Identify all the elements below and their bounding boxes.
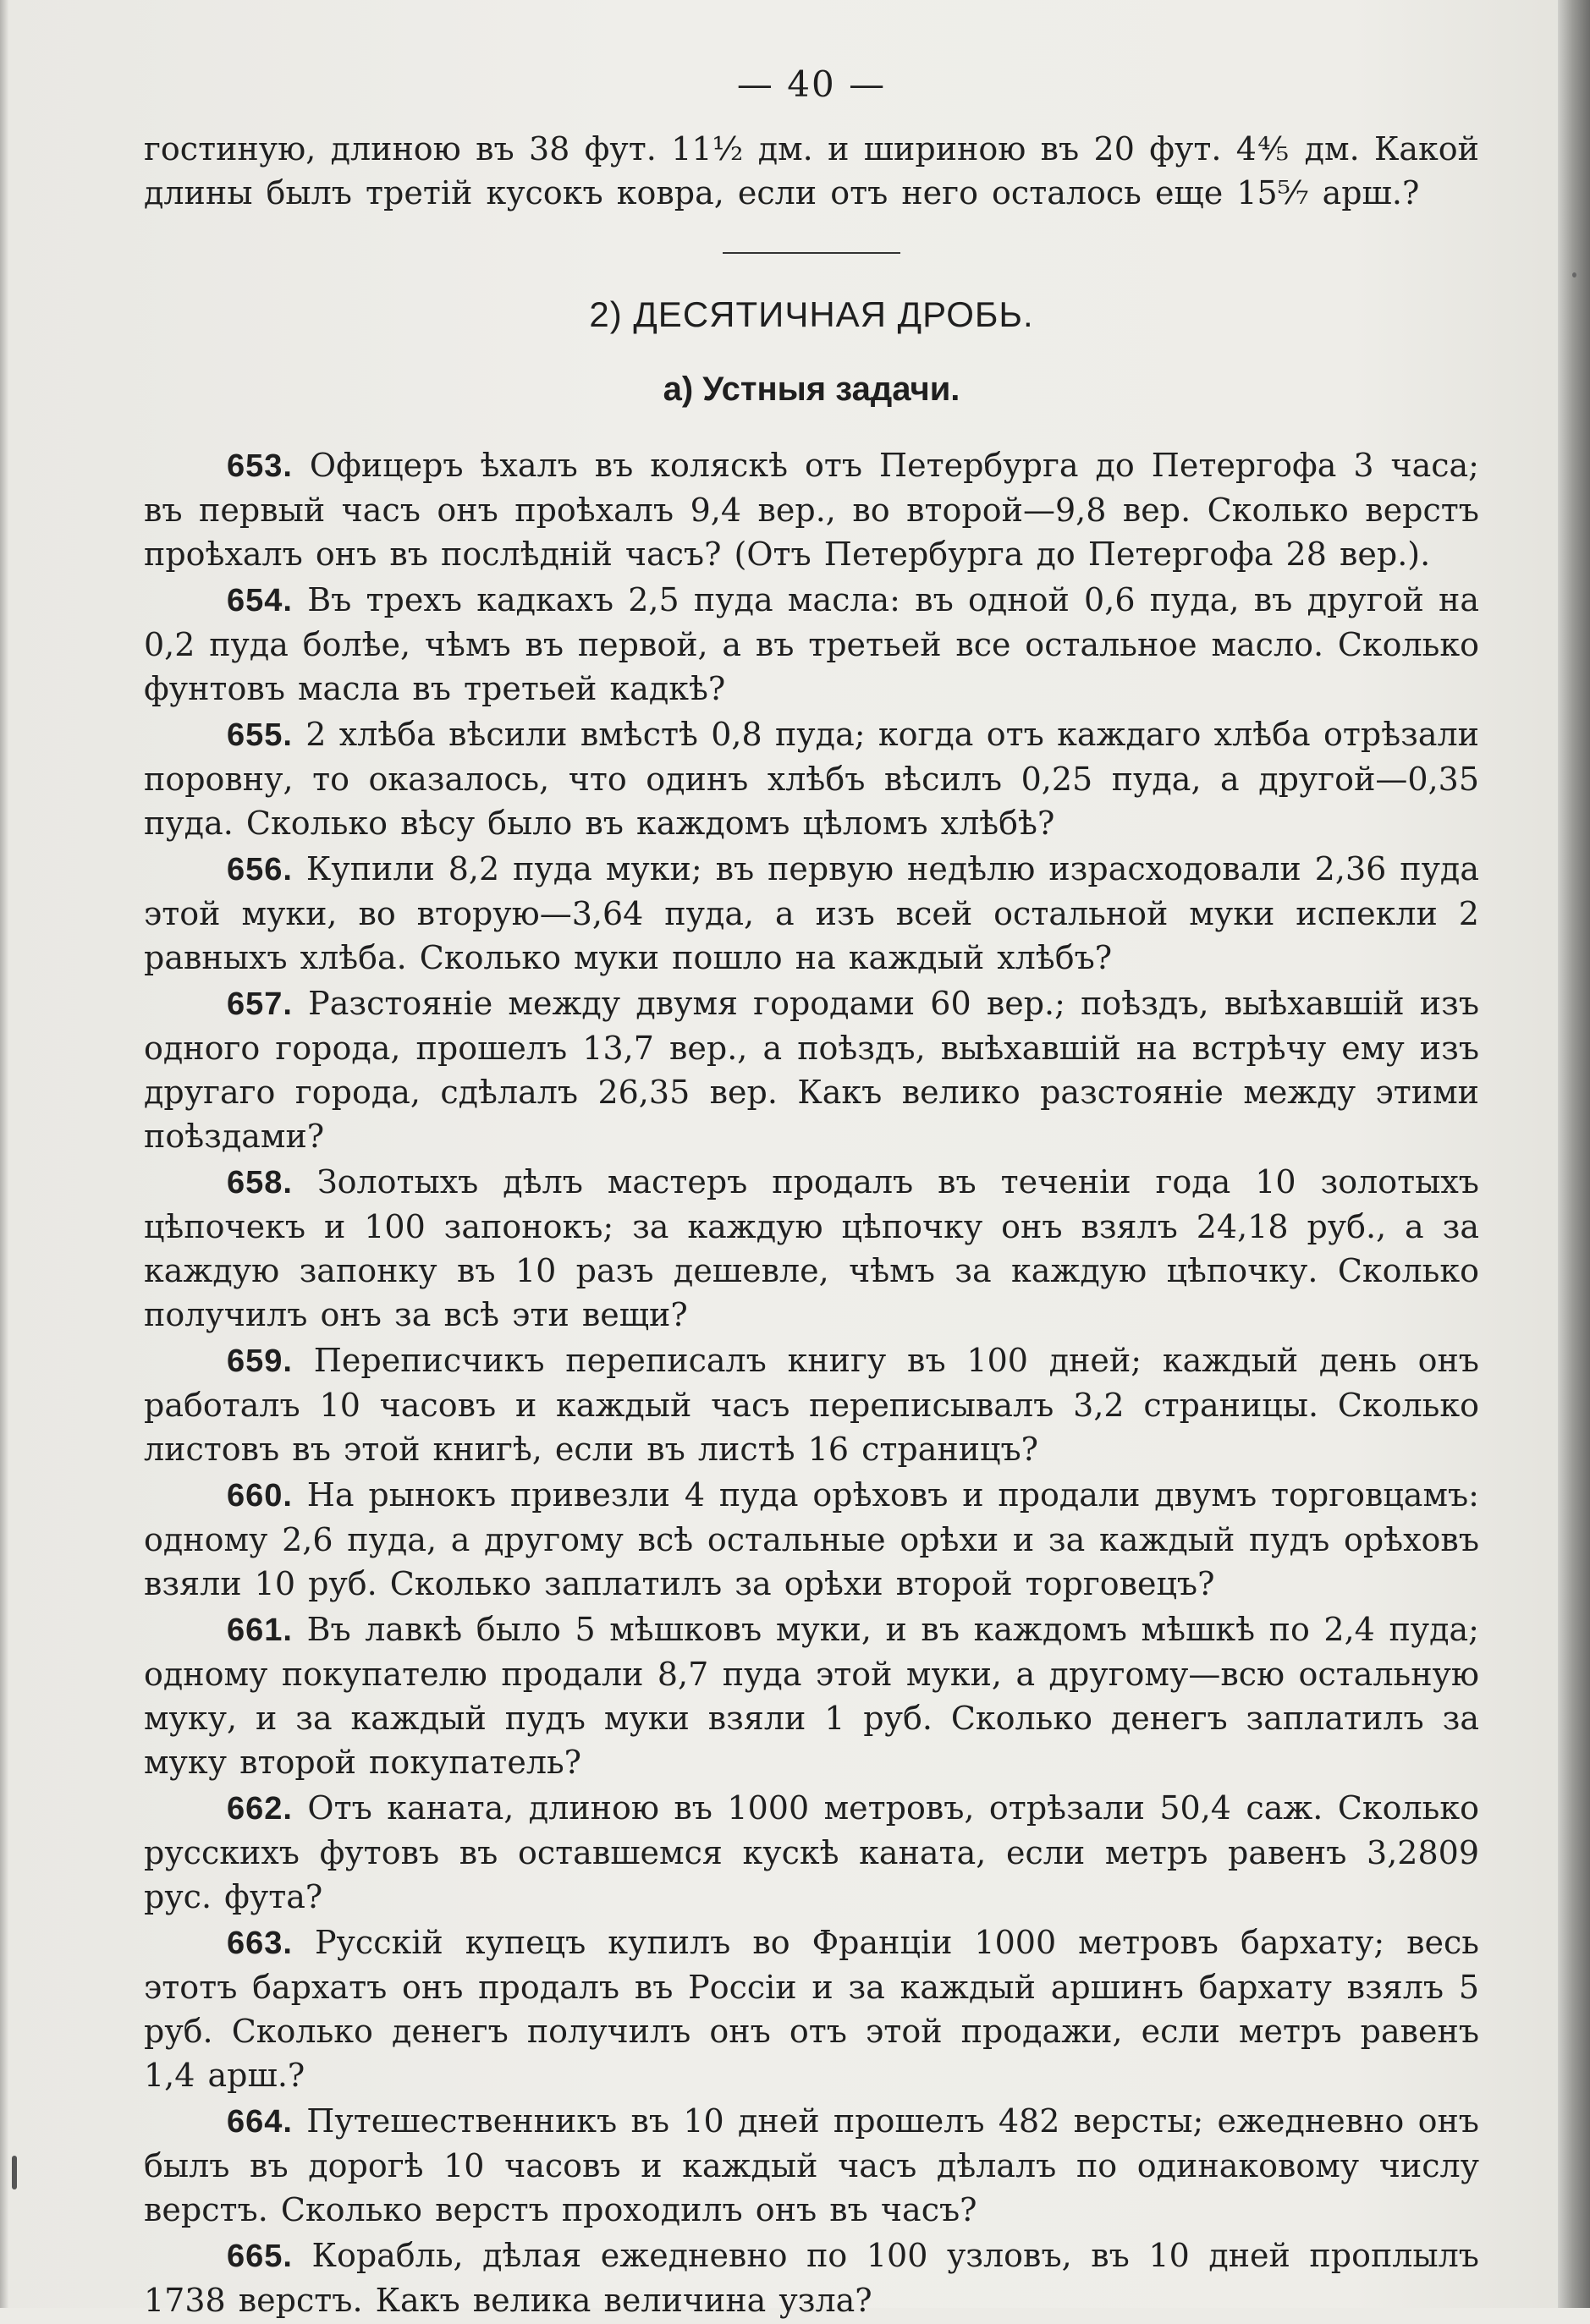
section-divider (723, 252, 900, 254)
problem-text: Русскій купецъ купилъ во Франціи 1000 метровъ бархату; весь этотъ бархатъ онъ продалъ въ Россіи и за каждый аршинъ бархату взялъ 5 руб. Сколько денегъ получилъ онъ отъ этой продажи, если метръ равенъ 1,4 арш.? (144, 1924, 1479, 2094)
problem-item (144, 981, 1479, 1158)
problem-item (144, 443, 1479, 576)
problem-number: 660. (227, 1478, 293, 1514)
problem-text: Переписчикъ переписалъ книгу въ 100 дней; каждый день онъ работалъ 10 часовъ и каждый часъ переписывалъ 3,2 страницы. Сколько листовъ въ этой книгѣ, если въ листѣ 16 страницъ? (144, 1342, 1479, 1468)
section-title: 2) ДЕСЯТИЧНАЯ ДРОБЬ. (589, 294, 1034, 334)
problem-item (144, 1160, 1479, 1337)
problem-text: Отъ каната, длиною въ 1000 метровъ, отрѣзали 50,4 саж. Сколько русскихъ футовъ въ оставшемся кускѣ каната, если метръ равенъ 3,2809 рус. фута? (144, 1789, 1479, 1915)
print-speck (1572, 272, 1576, 277)
problem-text: Путешественникъ въ 10 дней прошелъ 482 версты; ежедневно онъ былъ въ дорогѣ 10 часовъ и каждый часъ дѣлалъ по одинаковому числу верстъ. Сколько верстъ проходилъ онъ въ часъ? (144, 2102, 1479, 2228)
problem-text: Разстояніе между двумя городами 60 вер.; поѣздъ, выѣхавшій изъ одного города, прошелъ 13,7 вер., а поѣздъ, выѣхавшій на встрѣчу ему изъ другаго города, сдѣлалъ 26,35 вер. Какъ велико разстояніе между этими поѣздами? (144, 985, 1479, 1155)
problem-item (144, 1786, 1479, 1919)
problem-text: Корабль, дѣлая ежедневно по 100 узловъ, въ 10 дней проплылъ 1738 верстъ. Какъ велика величина узла? (144, 2237, 1479, 2319)
problem-item (144, 2233, 1479, 2322)
problem-item (144, 578, 1479, 711)
problem-number: 655. (227, 717, 293, 753)
problem-item (144, 847, 1479, 980)
page-left-edge (0, 0, 8, 2308)
problem-text: 2 хлѣба вѣсили вмѣстѣ 0,8 пуда; когда отъ каждаго хлѣба отрѣзали поровну, то оказалось, что одинъ хлѣбъ вѣсилъ 0,25 пуда, а другой—0,35 пуда. Сколько вѣсу было въ каждомъ цѣломъ хлѣбѣ? (144, 716, 1479, 842)
problem-number: 662. (227, 1791, 293, 1827)
problem-text: Въ лавкѣ было 5 мѣшковъ муки, и въ каждомъ мѣшкѣ по 2,4 пуда; одному покупателю продали 8,7 пуда этой муки, а другому—всю остальную муку, и за каждый пудъ муки взяли 1 руб. Сколько денегъ заплатилъ за муку второй покупатель? (144, 1611, 1479, 1781)
problem-item (144, 712, 1479, 845)
section-subtitle: а) Устныя задачи. (663, 371, 960, 408)
problem-number: 657. (227, 986, 293, 1022)
problem-number: 663. (227, 1926, 293, 1961)
problem-number: 659. (227, 1343, 293, 1379)
problem-item (144, 2099, 1479, 2232)
problem-text: На рынокъ привезли 4 пуда орѣховъ и продали двумъ торговцамъ: одному 2,6 пуда, а другому всѣ остальные орѣхи и за каждый пудъ орѣховъ взяли 10 руб. Сколько заплатилъ за орѣхи второй торговецъ? (144, 1476, 1479, 1602)
problem-number: 664. (227, 2104, 293, 2140)
problem-text: Офицеръ ѣхалъ въ коляскѣ отъ Петербурга до Петергофа 3 часа; въ первый часъ онъ проѣхалъ 9,4 вер., во второй—9,8 вер. Сколько верстъ проѣхалъ онъ въ послѣдній часъ? (Отъ Петербурга до Петергофа 28 вер.). (144, 447, 1479, 573)
problem-number: 665. (227, 2239, 293, 2274)
problem-number: 653. (227, 448, 293, 484)
problem-number: 656. (227, 852, 293, 887)
problem-text: Золотыхъ дѣлъ мастеръ продалъ въ теченіи года 10 золотыхъ цѣпочекъ и 100 запонокъ; за каждую цѣпочку онъ взялъ 24,18 руб., а за каждую запонку въ 10 разъ дешевле, чѣмъ за каждую цѣпочку. Сколько получилъ онъ за всѣ эти вещи? (144, 1163, 1479, 1333)
problem-item (144, 1338, 1479, 1471)
page-content (144, 59, 1479, 2324)
page-number: — 40 — (736, 63, 887, 105)
problem-number: 658. (227, 1165, 293, 1200)
problem-item (144, 1607, 1479, 1784)
problem-item (144, 1920, 1479, 2097)
problem-item (144, 1473, 1479, 1606)
page-right-edge-shadow (1558, 0, 1590, 2308)
problem-text: Купили 8,2 пуда муки; въ первую недѣлю израсходовали 2,36 пуда этой муки, во вторую—3,64 пуда, а изъ всей остальной муки испекли 2 равныхъ хлѣба. Сколько муки пошло на каждый хлѣбъ? (144, 850, 1479, 976)
intro-paragraph: гостиную, длиною въ 38 фут. 11½ дм. и шириною въ 20 фут. 4⅘ дм. Какой длины былъ третій кусокъ ковра, если отъ него осталось еще 15⁵⁄₇ арш.? (144, 130, 1479, 212)
problem-number: 661. (227, 1613, 293, 1648)
problem-list (144, 443, 1479, 2322)
print-mark (12, 2156, 17, 2189)
problem-text: Въ трехъ кадкахъ 2,5 пуда масла: въ одной 0,6 пуда, въ другой на 0,2 пуда болѣе, чѣмъ въ первой, а въ третьей все остальное масло. Сколько фунтовъ масла въ третьей кадкѣ? (144, 581, 1479, 707)
problem-number: 654. (227, 583, 293, 618)
